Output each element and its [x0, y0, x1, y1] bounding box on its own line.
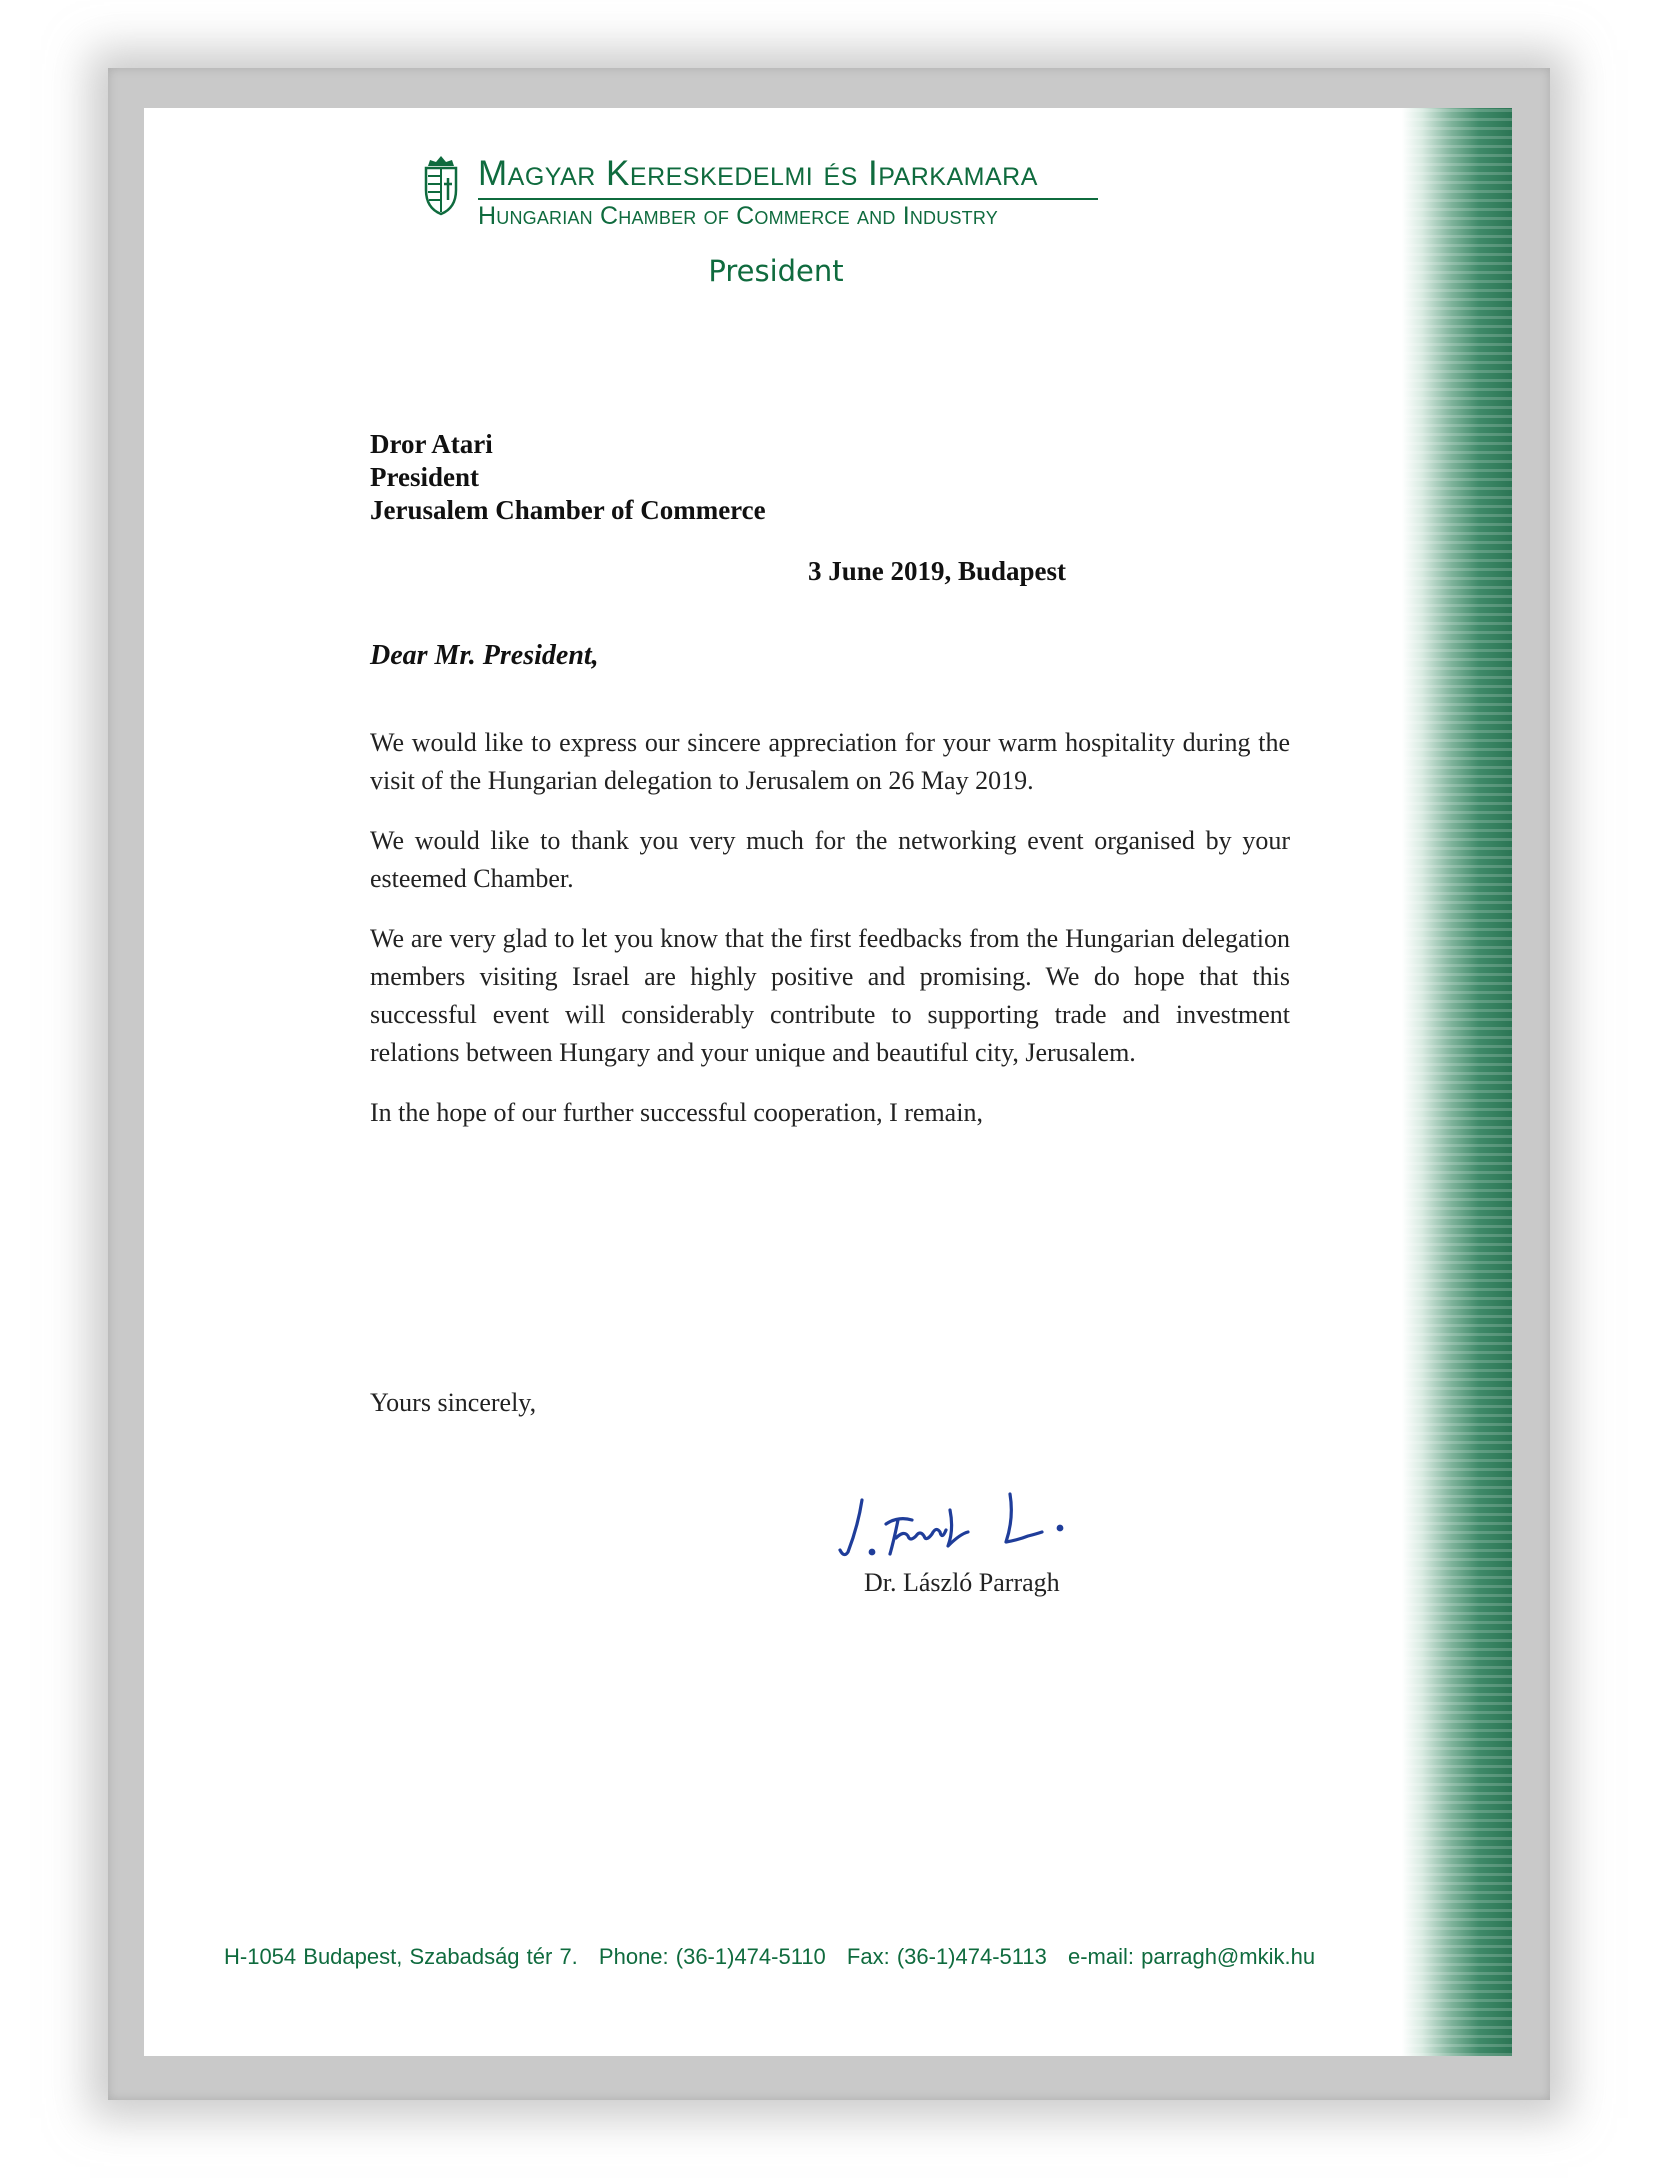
green-watercolor-edge	[1402, 108, 1512, 2056]
signer-name: Dr. László Parragh	[864, 1568, 1060, 1597]
salutation: Dear Mr. President,	[370, 640, 599, 671]
body-paragraph: We would like to express our sincere appreciation for your warm hospitality during the visit of the Hungarian delegation to Jerusalem on 26 May 2019.	[370, 728, 1290, 795]
date-place: 3 June 2019, Budapest	[807, 556, 1066, 586]
footer-phone: Phone: (36-1)474-5110	[598, 1944, 826, 1969]
footer-email: e-mail: parragh@mkik.hu	[1067, 1944, 1316, 1969]
body-paragraph: We would like to thank you very much for the networking event organised by your esteemed Chamber.	[370, 826, 1290, 893]
closing: Yours sincerely,	[370, 1388, 537, 1417]
body-paragraph: We are very glad to let you know that the first feedbacks from the Hungarian delegation members visiting Israel are highly positive and promising. We do hope that this successful event will considerably contribute to supporting trade and investment relations between Hungary and your unique and beautiful city, Jerusalem.	[370, 924, 1290, 1067]
org-name-hungarian: Magyar Kereskedelmi és Iparkamara	[478, 154, 1038, 193]
coat-of-arms-icon	[420, 154, 462, 216]
recipient-name: Dror Atari	[370, 429, 493, 459]
body-paragraph: In the hope of our further successful cooperation, I remain,	[370, 1098, 983, 1127]
recipient-title: President	[370, 462, 479, 492]
recipient-block	[370, 428, 766, 527]
letter-footer	[224, 1944, 1329, 1970]
recipient-organization: Jerusalem Chamber of Commerce	[370, 495, 766, 525]
footer-fax: Fax: (36-1)474-5113	[846, 1944, 1047, 1969]
footer-address: H-1054 Budapest, Szabadság tér 7.	[224, 1944, 578, 1969]
office-title: President	[708, 254, 844, 288]
handwritten-signature	[828, 1490, 1088, 1570]
letter-page	[144, 108, 1512, 2056]
letter-body	[370, 724, 1290, 1154]
letterhead-rule	[478, 198, 1098, 200]
org-name-english: Hungarian Chamber of Commerce and Industry	[478, 202, 998, 230]
